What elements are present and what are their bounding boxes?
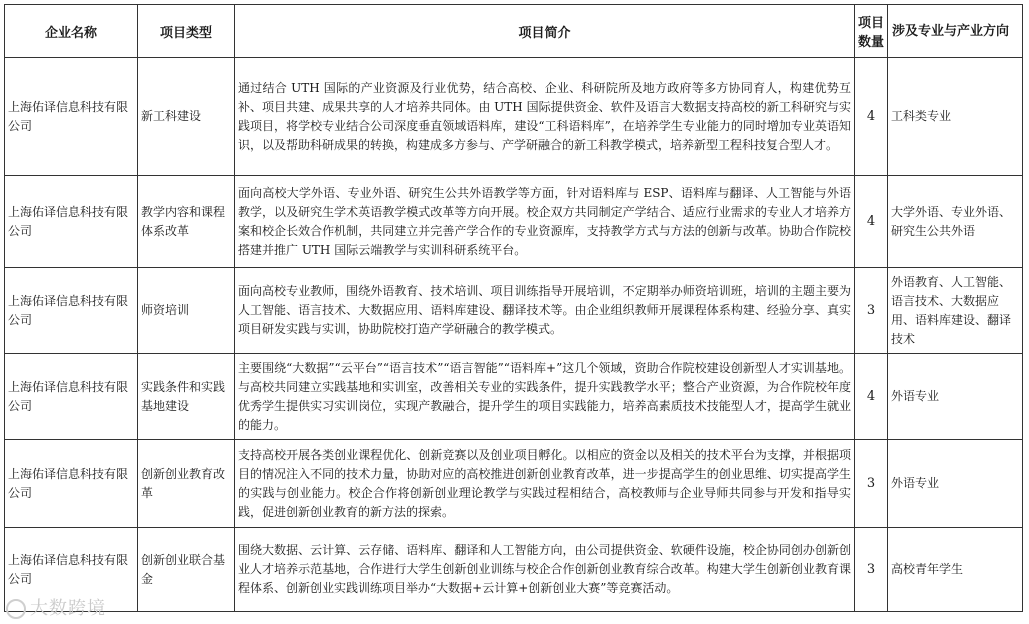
cell-intro: 主要围绕“大数据”“云平台”“语言技术”“语言智能”“语料库+”这几个领域，资助合作院校建设创新型人才实训基地。与高校共同建立实践基地和实训室，改善相关专业的实践条件，提升实践教学水平；整合产业资源，为合作院校年度优秀学生提供实习实训岗位，实现产教融合，提升学生的项目实践能力，培养高素质技术技能型人才，提高学生就业的能力。: [235, 354, 855, 440]
header-company: 企业名称: [5, 5, 138, 58]
cell-company: 上海佑译信息科技有限公司: [5, 528, 138, 612]
table-row: [5, 440, 1023, 528]
cell-intro: 通过结合 UTH 国际的产业资源及行业优势，结合高校、企业、科研院所及地方政府等多方协同育人，构建优势互补、项目共建、成果共享的人才培养共同体。由 UTH 国际提供资金、软件及语言大数据支持高校的新工科研究与实践项目，将学校专业结合公司深度垂直领域语料库，建设“工科语料库”，在培养学生专业能力的同时增加专业英语知识，以及帮助科研成果的转换，构建成多方参与、产学研融合的新工科教学模式，培养新型工程科技复合型人才。: [235, 58, 855, 176]
table-row: [5, 268, 1023, 354]
cell-count: 3: [855, 268, 888, 354]
cell-intro: 围绕大数据、云计算、云存储、语料库、翻译和人工智能方向，由公司提供资金、软硬件设施，校企协同创办创新创业人才培养示范基地，合作进行大学生创新创业训练与校企合作创新创业教育综合改革。构建大学生创新创业教育课程体系、创新创业实践训练项目举办“大数据+云计算+创新创业大赛”等竞赛活动。: [235, 528, 855, 612]
table-row: [5, 176, 1023, 268]
cell-company: 上海佑译信息科技有限公司: [5, 268, 138, 354]
cell-intro: 面向高校专业教师，围绕外语教育、技术培训、项目训练指导开展培训，不定期举办师资培训班，培训的主题主要为人工智能、语言技术、大数据应用、语料库建设、翻译技术等。由企业组织教师开展课程体系构建、经验分享、真实项目研发实践与实训，协助院校打造产学研融合的教学模式。: [235, 268, 855, 354]
cell-company: 上海佑译信息科技有限公司: [5, 176, 138, 268]
cell-field: 工科类专业: [888, 58, 1023, 176]
cell-field: 外语专业: [888, 354, 1023, 440]
cell-intro: 面向高校大学外语、专业外语、研究生公共外语教学等方面，针对语料库与 ESP、语料库与翻译、人工智能与外语教学，以及研究生学术英语教学模式改革等方向开展。校企双方共同制定产学结合、适应行业需求的专业人才培养方案和校企长效合作机制，共同建立并完善产学合作的专业资源库，支持教学方式与方法的创新与改革。协助合作院校搭建并推广 UTH 国际云端教学与实训科研系统平台。: [235, 176, 855, 268]
header-type: 项目类型: [138, 5, 235, 58]
cell-count: 3: [855, 440, 888, 528]
cell-count: 4: [855, 58, 888, 176]
cell-company: 上海佑译信息科技有限公司: [5, 440, 138, 528]
cell-field: 大学外语、专业外语、研究生公共外语: [888, 176, 1023, 268]
cell-company: 上海佑译信息科技有限公司: [5, 354, 138, 440]
watermark-text: 大数跨境: [30, 598, 106, 619]
cell-type: 创新创业联合基金: [138, 528, 235, 612]
cell-field: 高校青年学生: [888, 528, 1023, 612]
table-row: [5, 528, 1023, 612]
cell-field: 外语专业: [888, 440, 1023, 528]
cell-count: 3: [855, 528, 888, 612]
header-intro: 项目简介: [235, 5, 855, 58]
table-row: [5, 58, 1023, 176]
cell-field: 外语教育、人工智能、语言技术、大数据应用、语料库建设、翻译技术: [888, 268, 1023, 354]
cell-type: 实践条件和实践基地建设: [138, 354, 235, 440]
header-count: 项目数量: [855, 5, 888, 58]
cell-company: 上海佑译信息科技有限公司: [5, 58, 138, 176]
cell-count: 4: [855, 354, 888, 440]
table-header-row: [5, 5, 1023, 58]
header-field: 涉及专业与产业方向: [888, 5, 1023, 58]
table-row: [5, 354, 1023, 440]
cell-type: 教学内容和课程体系改革: [138, 176, 235, 268]
cell-count: 4: [855, 176, 888, 268]
cell-type: 创新创业教育改革: [138, 440, 235, 528]
cell-intro: 支持高校开展各类创业课程优化、创新竞赛以及创业项目孵化。以相应的资金以及相关的技术平台为支撑，并根据项目的情况注入不同的技术力量，协助对应的高校推进创新创业教育改革，进一步提高学生的创业思维、切实提高学生的实践与创业能力。校企合作将创新创业理论教学与实践过程相结合，高校教师与企业导师共同参与开发和指导实践，促进创新创业教育的新方法的探索。: [235, 440, 855, 528]
cell-type: 师资培训: [138, 268, 235, 354]
cell-type: 新工科建设: [138, 58, 235, 176]
project-table: [4, 4, 1023, 612]
